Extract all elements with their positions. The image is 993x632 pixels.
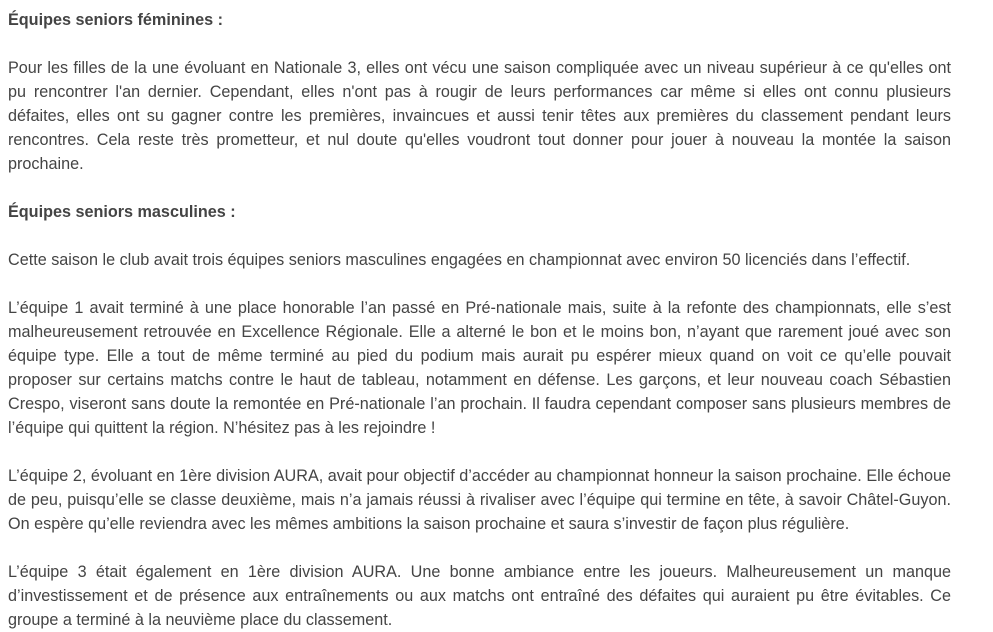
paragraph-men-team-3: L’équipe 3 était également en 1ère division AURA. Une bonne ambiance entre les joueurs. Malheureusement un manque d’investissement et de présence aux entraînements ou aux matchs ont entraîné des défaites qui auraient pu être évitables. Ce groupe a terminé à la neuvième place du classement. (8, 563, 951, 629)
section-men (8, 200, 951, 632)
spacer (8, 32, 951, 56)
section-women (8, 8, 951, 200)
paragraph-men-intro: Cette saison le club avait trois équipes seniors masculines engagées en championnat avec environ 50 licenciés dans l’effectif. (8, 251, 911, 269)
spacer (8, 176, 951, 200)
paragraph-men-team-2: L’équipe 2, évoluant en 1ère division AURA, avait pour objectif d’accéder au championnat honneur la saison prochaine. Elle échoue de peu, puisqu’elle se classe deuxième, mais n’a jamais réussi à rivaliser avec l’équipe qui termine en tête, à savoir Châtel-Guyon. On espère qu’elle reviendra avec les mêmes ambitions la saison prochaine et saura s’investir de façon plus régulière. (8, 467, 951, 533)
spacer (8, 224, 951, 248)
spacer (8, 440, 951, 464)
paragraph-men-team-1: L’équipe 1 avait terminé à une place honorable l’an passé en Pré-nationale mais, suite à la refonte des championnats, elle s’est malheureusement retrouvée en Excellence Régionale. Elle a alterné le bon et le moins bon, n’ayant que rarement joué avec son équipe type. Elle a tout de même terminé au pied du podium mais aurait pu espérer mieux quand on voit ce qu’elle pouvait proposer sur certains matchs contre le haut de tableau, notamment en défense. Les garçons, et leur nouveau coach Sébastien Crespo, viseront sans doute la remontée en Pré-nationale l’an prochain. Il faudra cependant composer sans plusieurs membres de l’équipe qui quittent la région. N’hésitez pas à les rejoindre ! (8, 299, 951, 437)
spacer (8, 536, 951, 560)
spacer (8, 272, 951, 296)
article-body (8, 8, 951, 632)
section-heading-men: Équipes seniors masculines : (8, 203, 236, 221)
section-heading-women: Équipes seniors féminines : (8, 11, 223, 29)
paragraph-women-1: Pour les filles de la une évoluant en Nationale 3, elles ont vécu une saison compliquée avec un niveau supérieur à ce qu'elles ont pu rencontrer l'an dernier. Cependant, elles n'ont pas à rougir de leurs performances car même si elles ont connu plusieurs défaites, elles ont su gagner contre les premières, invaincues et aussi tenir têtes aux premières du classement pendant leurs rencontres. Cela reste très prometteur, et nul doute qu'elles voudront tout donner pour jouer à nouveau la montée la saison prochaine. (8, 59, 951, 173)
